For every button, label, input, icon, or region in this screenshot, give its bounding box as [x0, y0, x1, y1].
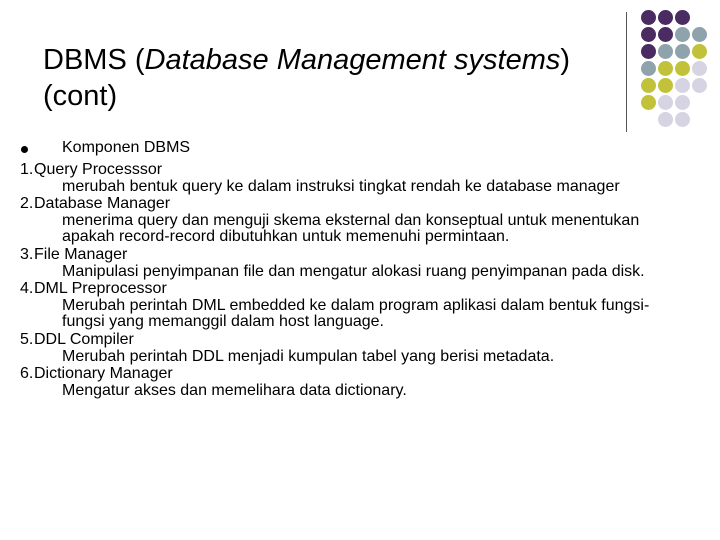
- deco-dot: [658, 112, 673, 127]
- deco-dot: [641, 44, 656, 59]
- deco-dot: [675, 78, 690, 93]
- deco-dot: [675, 112, 690, 127]
- deco-dot: [641, 78, 656, 93]
- list-item-description: Merubah perintah DML embedded ke dalam program aplikasi dalam bentuk fungsi-fungsi yang memanggil dalam host language.: [62, 296, 650, 331]
- bullet-icon: [21, 146, 28, 153]
- list-item: [20, 332, 680, 365]
- list-item-heading: Dictionary Manager: [34, 365, 173, 383]
- deco-dot: [641, 10, 656, 25]
- deco-dot: [675, 95, 690, 110]
- list-item-description: menerima query dan menguji skema eksternal dan konseptual untuk menentukan apakah record-record dibutuhkan untuk memenuhi permintaan.: [62, 211, 640, 246]
- list-item: [20, 247, 680, 280]
- slide-body: [20, 140, 680, 399]
- list-item-heading: Query Processsor: [34, 161, 163, 178]
- deco-dot: [641, 95, 656, 110]
- deco-dot: [692, 44, 707, 59]
- list-item-heading: File Manager: [34, 245, 128, 263]
- list-item: [20, 196, 680, 246]
- list-item-description: merubah bentuk query ke dalam instruksi tingkat rendah ke database manager: [62, 177, 620, 195]
- deco-dot: [658, 10, 673, 25]
- list-item-heading: Database Manager: [34, 195, 171, 213]
- bullet-item: [20, 140, 680, 161]
- list-number: 1.: [20, 161, 34, 178]
- list-item: [20, 366, 680, 399]
- decorative-dot-grid: [638, 10, 718, 120]
- deco-dot: [692, 78, 707, 93]
- title-part-2: Database Management systems: [144, 44, 561, 76]
- list-number: 4.: [20, 280, 34, 298]
- bullet-text: Komponen DBMS: [62, 139, 191, 156]
- list-item: [20, 162, 680, 195]
- decorative-vertical-line: [626, 12, 627, 132]
- deco-dot: [675, 10, 690, 25]
- list-item-heading: DDL Compiler: [34, 330, 134, 348]
- deco-dot: [658, 61, 673, 76]
- list-number: 6.: [20, 365, 34, 383]
- slide-title: [43, 42, 603, 114]
- deco-dot: [675, 61, 690, 76]
- deco-dot: [675, 44, 690, 59]
- list-item-heading: DML Preprocessor: [34, 280, 167, 298]
- deco-dot: [641, 27, 656, 42]
- list-item-description: Merubah perintah DDL menjadi kumpulan tabel yang berisi metadata.: [62, 347, 555, 365]
- title-part-3: ) (cont): [43, 44, 571, 112]
- deco-dot: [641, 61, 656, 76]
- list-item-description: Manipulasi penyimpanan file dan mengatur alokasi ruang penyimpanan pada disk.: [62, 262, 645, 280]
- deco-dot: [658, 78, 673, 93]
- deco-dot: [675, 27, 690, 42]
- title-part-1: DBMS (: [43, 44, 145, 76]
- deco-dot: [658, 27, 673, 42]
- list-number: 5.: [20, 330, 34, 348]
- deco-dot: [658, 95, 673, 110]
- list-number: 3.: [20, 245, 34, 263]
- deco-dot: [658, 44, 673, 59]
- list-item-description: Mengatur akses dan memelihara data dictionary.: [62, 381, 407, 399]
- list-item: [20, 281, 680, 331]
- deco-dot: [692, 61, 707, 76]
- list-number: 2.: [20, 195, 34, 213]
- deco-dot: [692, 27, 707, 42]
